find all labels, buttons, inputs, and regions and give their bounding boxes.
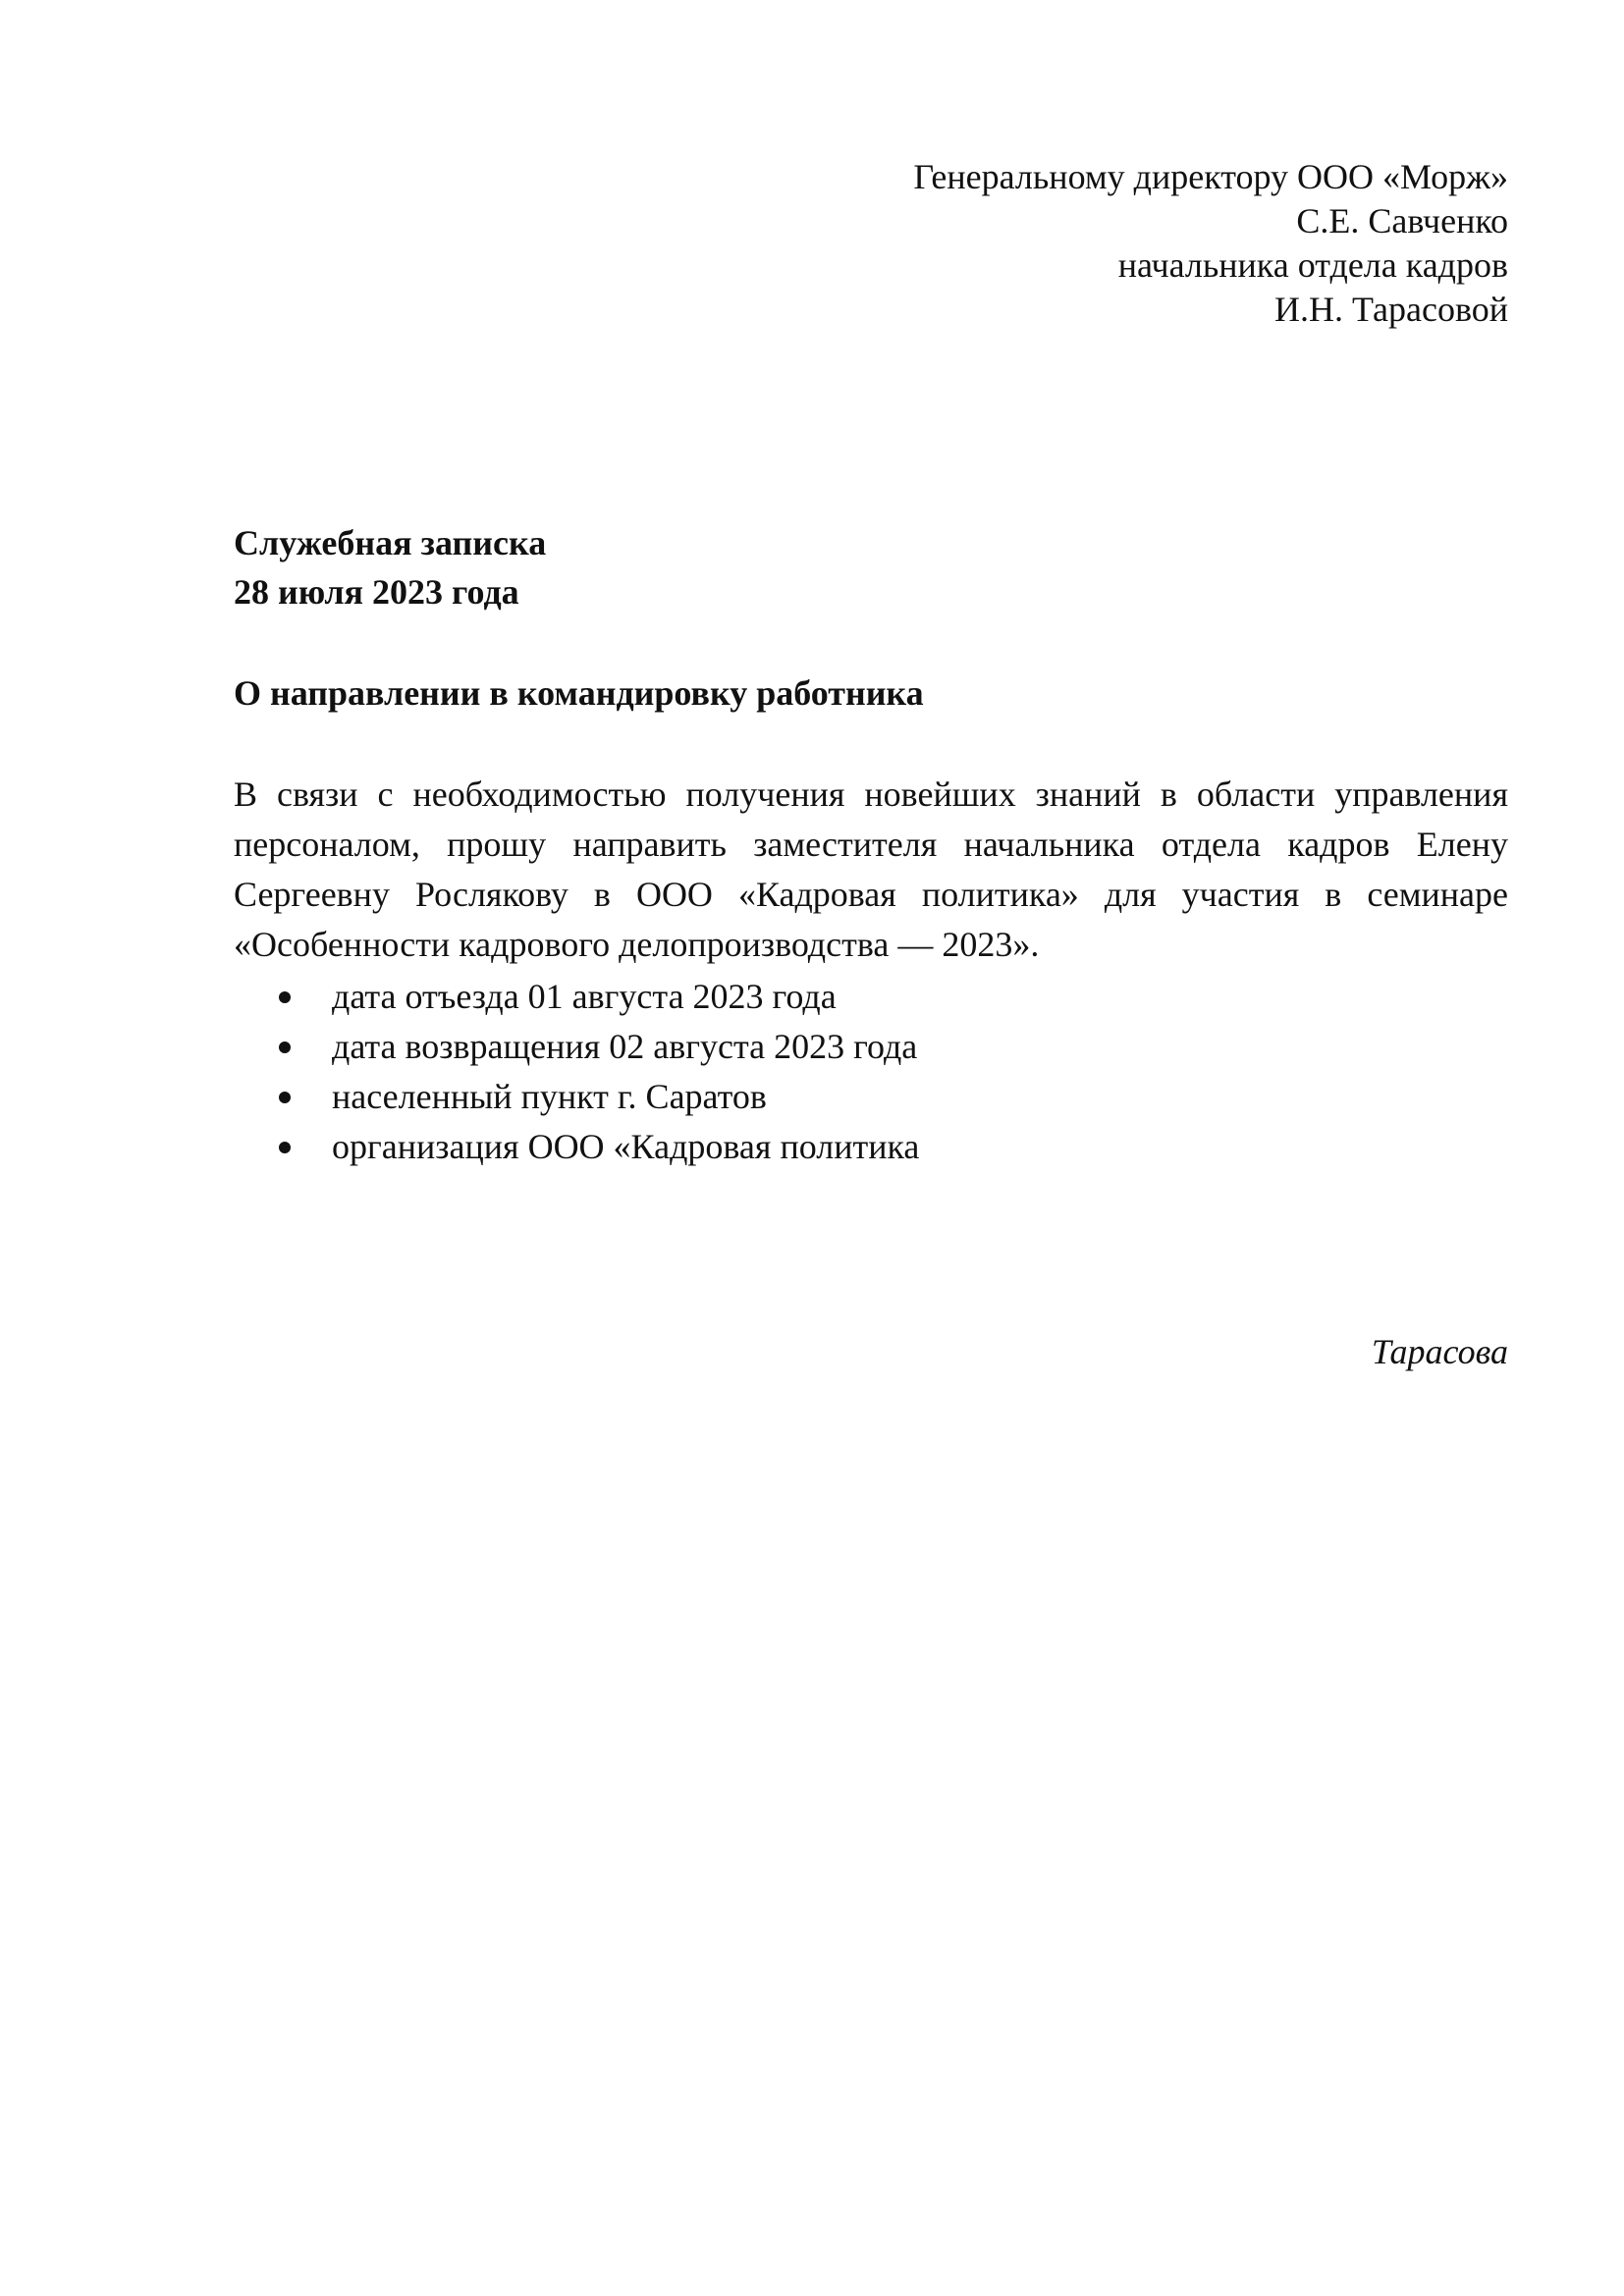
addressee-line: Генеральному директору ООО «Морж» (913, 157, 1508, 196)
memo-header (234, 518, 546, 616)
list-item (234, 1072, 1508, 1122)
signature: Тарасова (1371, 1332, 1508, 1371)
list-item-text: населенный пункт г. Саратов (332, 1077, 767, 1116)
details-list (234, 972, 1508, 1172)
bullet-icon (279, 1142, 291, 1153)
list-item-text: дата отъезда 01 августа 2023 года (332, 977, 837, 1016)
bullet-icon (279, 1092, 291, 1103)
addressee-line: С.Е. Савченко (1296, 201, 1508, 240)
list-item-text: организация ООО «Кадровая политика (332, 1127, 920, 1166)
memo-subject: О направлении в командировку работника (234, 673, 924, 713)
list-item (234, 1122, 1508, 1172)
memo-body: В связи с необходимостью получения новейших знаний в области управления персоналом, прошу направить заместителя начальника отдела кадров Елену Сергеевну Рослякову в ООО «Кадровая политика» для участия в семинаре «Особенности кадрового делопроизводства — 2023». (234, 774, 1508, 964)
memo-date: 28 июля 2023 года (234, 572, 519, 612)
bullet-icon (279, 1041, 291, 1053)
memo-title: Служебная записка (234, 523, 547, 562)
addressee-line: И.Н. Тарасовой (1273, 290, 1508, 329)
list-item-text: дата возвращения 02 августа 2023 года (332, 1027, 918, 1066)
list-item (234, 972, 1508, 1022)
bullet-icon (279, 991, 291, 1003)
addressee-line: начальника отдела кадров (1117, 245, 1508, 285)
list-item (234, 1022, 1508, 1072)
addressee-block (624, 155, 1508, 332)
